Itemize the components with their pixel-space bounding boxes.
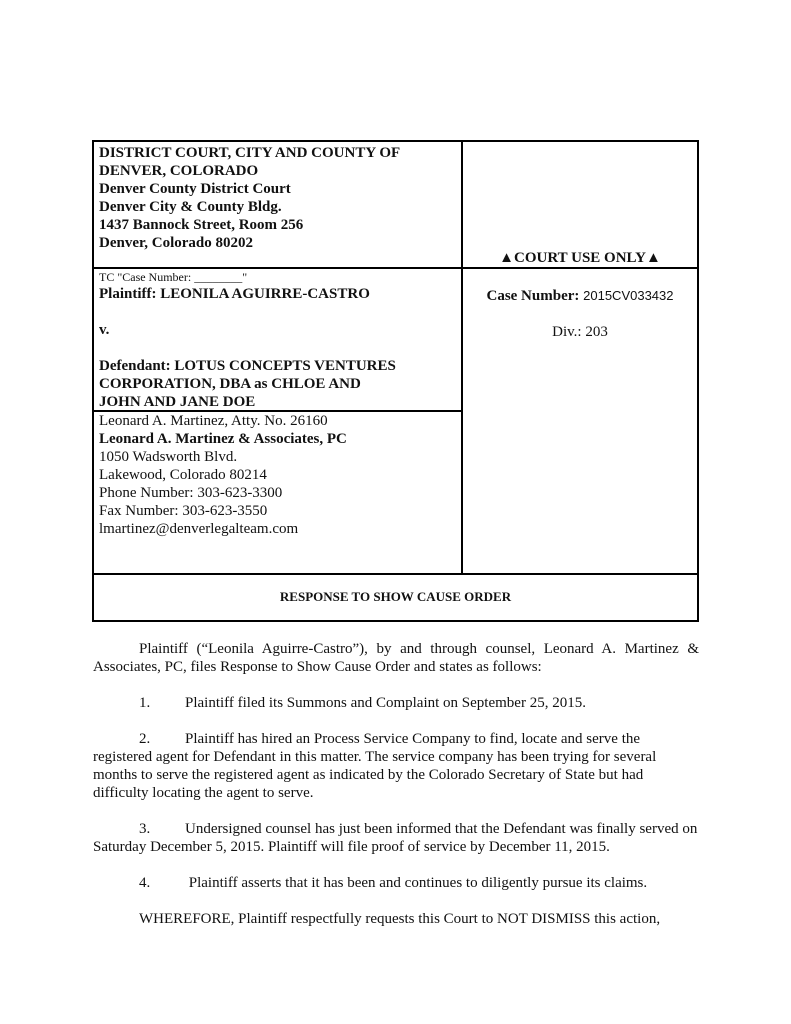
- numbered-paragraph: [93, 694, 699, 712]
- attorney-line: Phone Number: 303-623-3300: [99, 485, 283, 501]
- attorney-line: Fax Number: 303-623-3550: [99, 503, 268, 519]
- paragraph-number: 1.: [139, 695, 151, 711]
- intro-paragraph: Plaintiff (“Leonila Aguirre-Castro”), by and through counsel, Leonard A. Martinez & Associates, PC, files Response to Show Cause Order and states as follows:: [93, 641, 699, 675]
- column-divider: [461, 142, 463, 574]
- case-number-value: 2015CV033432: [583, 288, 674, 303]
- body-text: [93, 640, 699, 946]
- tc-case-number: TC "Case Number: ________": [99, 270, 248, 284]
- court-block: [99, 144, 454, 252]
- case-number: [462, 288, 698, 305]
- plaintiff-name: Plaintiff: LEONILA AGUIRRE-CASTRO: [99, 286, 370, 302]
- caption-table: [92, 140, 699, 622]
- attorney-line: 1050 Wadsworth Blvd.: [99, 449, 238, 465]
- wherefore-paragraph: WHEREFORE, Plaintiff respectfully requests this Court to NOT DISMISS this action,: [139, 911, 661, 927]
- paragraph-text: Plaintiff has hired an Process Service Company to find, locate and serve the registered agent for Defendant in this matter. The service company has been trying for several months to serve the registered agent as indicated by the Colorado Secretary of State but had difficulty locating the agent to serve.: [93, 731, 657, 801]
- defendant-line: Defendant: LOTUS CONCEPTS VENTURES: [99, 358, 396, 374]
- row-divider: [94, 267, 697, 269]
- attorney-line: Leonard A. Martinez, Atty. No. 26160: [99, 413, 328, 429]
- attorney-firm: Leonard A. Martinez & Associates, PC: [99, 431, 347, 447]
- court-line: Denver City & County Bldg.: [99, 199, 282, 215]
- numbered-paragraph: [93, 820, 699, 856]
- court-line: Denver, Colorado 80202: [99, 235, 254, 251]
- division: Div.: 203: [552, 324, 608, 340]
- defendant-line: CORPORATION, DBA as CHLOE AND: [99, 376, 361, 392]
- row-divider: [94, 573, 697, 575]
- court-use-only: ▲COURT USE ONLY▲: [499, 250, 661, 266]
- paragraph-text: Plaintiff filed its Summons and Complaint on September 25, 2015.: [185, 695, 586, 711]
- attorney-email: lmartinez@denverlegalteam.com: [99, 521, 299, 537]
- versus: v.: [99, 322, 110, 338]
- paragraph-text: Plaintiff asserts that it has been and continues to diligently pursue its claims.: [185, 875, 648, 891]
- court-line: Denver County District Court: [99, 181, 291, 197]
- paragraph-text: Undersigned counsel has just been informed that the Defendant was finally served on Saturday December 5, 2015. Plaintiff will file proof of service by December 11, 2015.: [93, 821, 698, 855]
- case-number-label: Case Number:: [486, 288, 584, 304]
- court-line: DENVER, COLORADO: [99, 163, 259, 179]
- attorney-block: [99, 412, 454, 538]
- parties-block: [99, 285, 454, 411]
- paragraph-number: 3.: [139, 821, 151, 837]
- defendant-line: JOHN AND JANE DOE: [99, 394, 256, 410]
- numbered-paragraph: [93, 730, 699, 802]
- numbered-paragraph: [93, 874, 699, 892]
- document-title: RESPONSE TO SHOW CAUSE ORDER: [279, 589, 512, 604]
- paragraph-number: 4.: [139, 875, 151, 891]
- court-line: DISTRICT COURT, CITY AND COUNTY OF: [99, 145, 401, 161]
- court-line: 1437 Bannock Street, Room 256: [99, 217, 304, 233]
- paragraph-number: 2.: [139, 731, 151, 747]
- attorney-line: Lakewood, Colorado 80214: [99, 467, 267, 483]
